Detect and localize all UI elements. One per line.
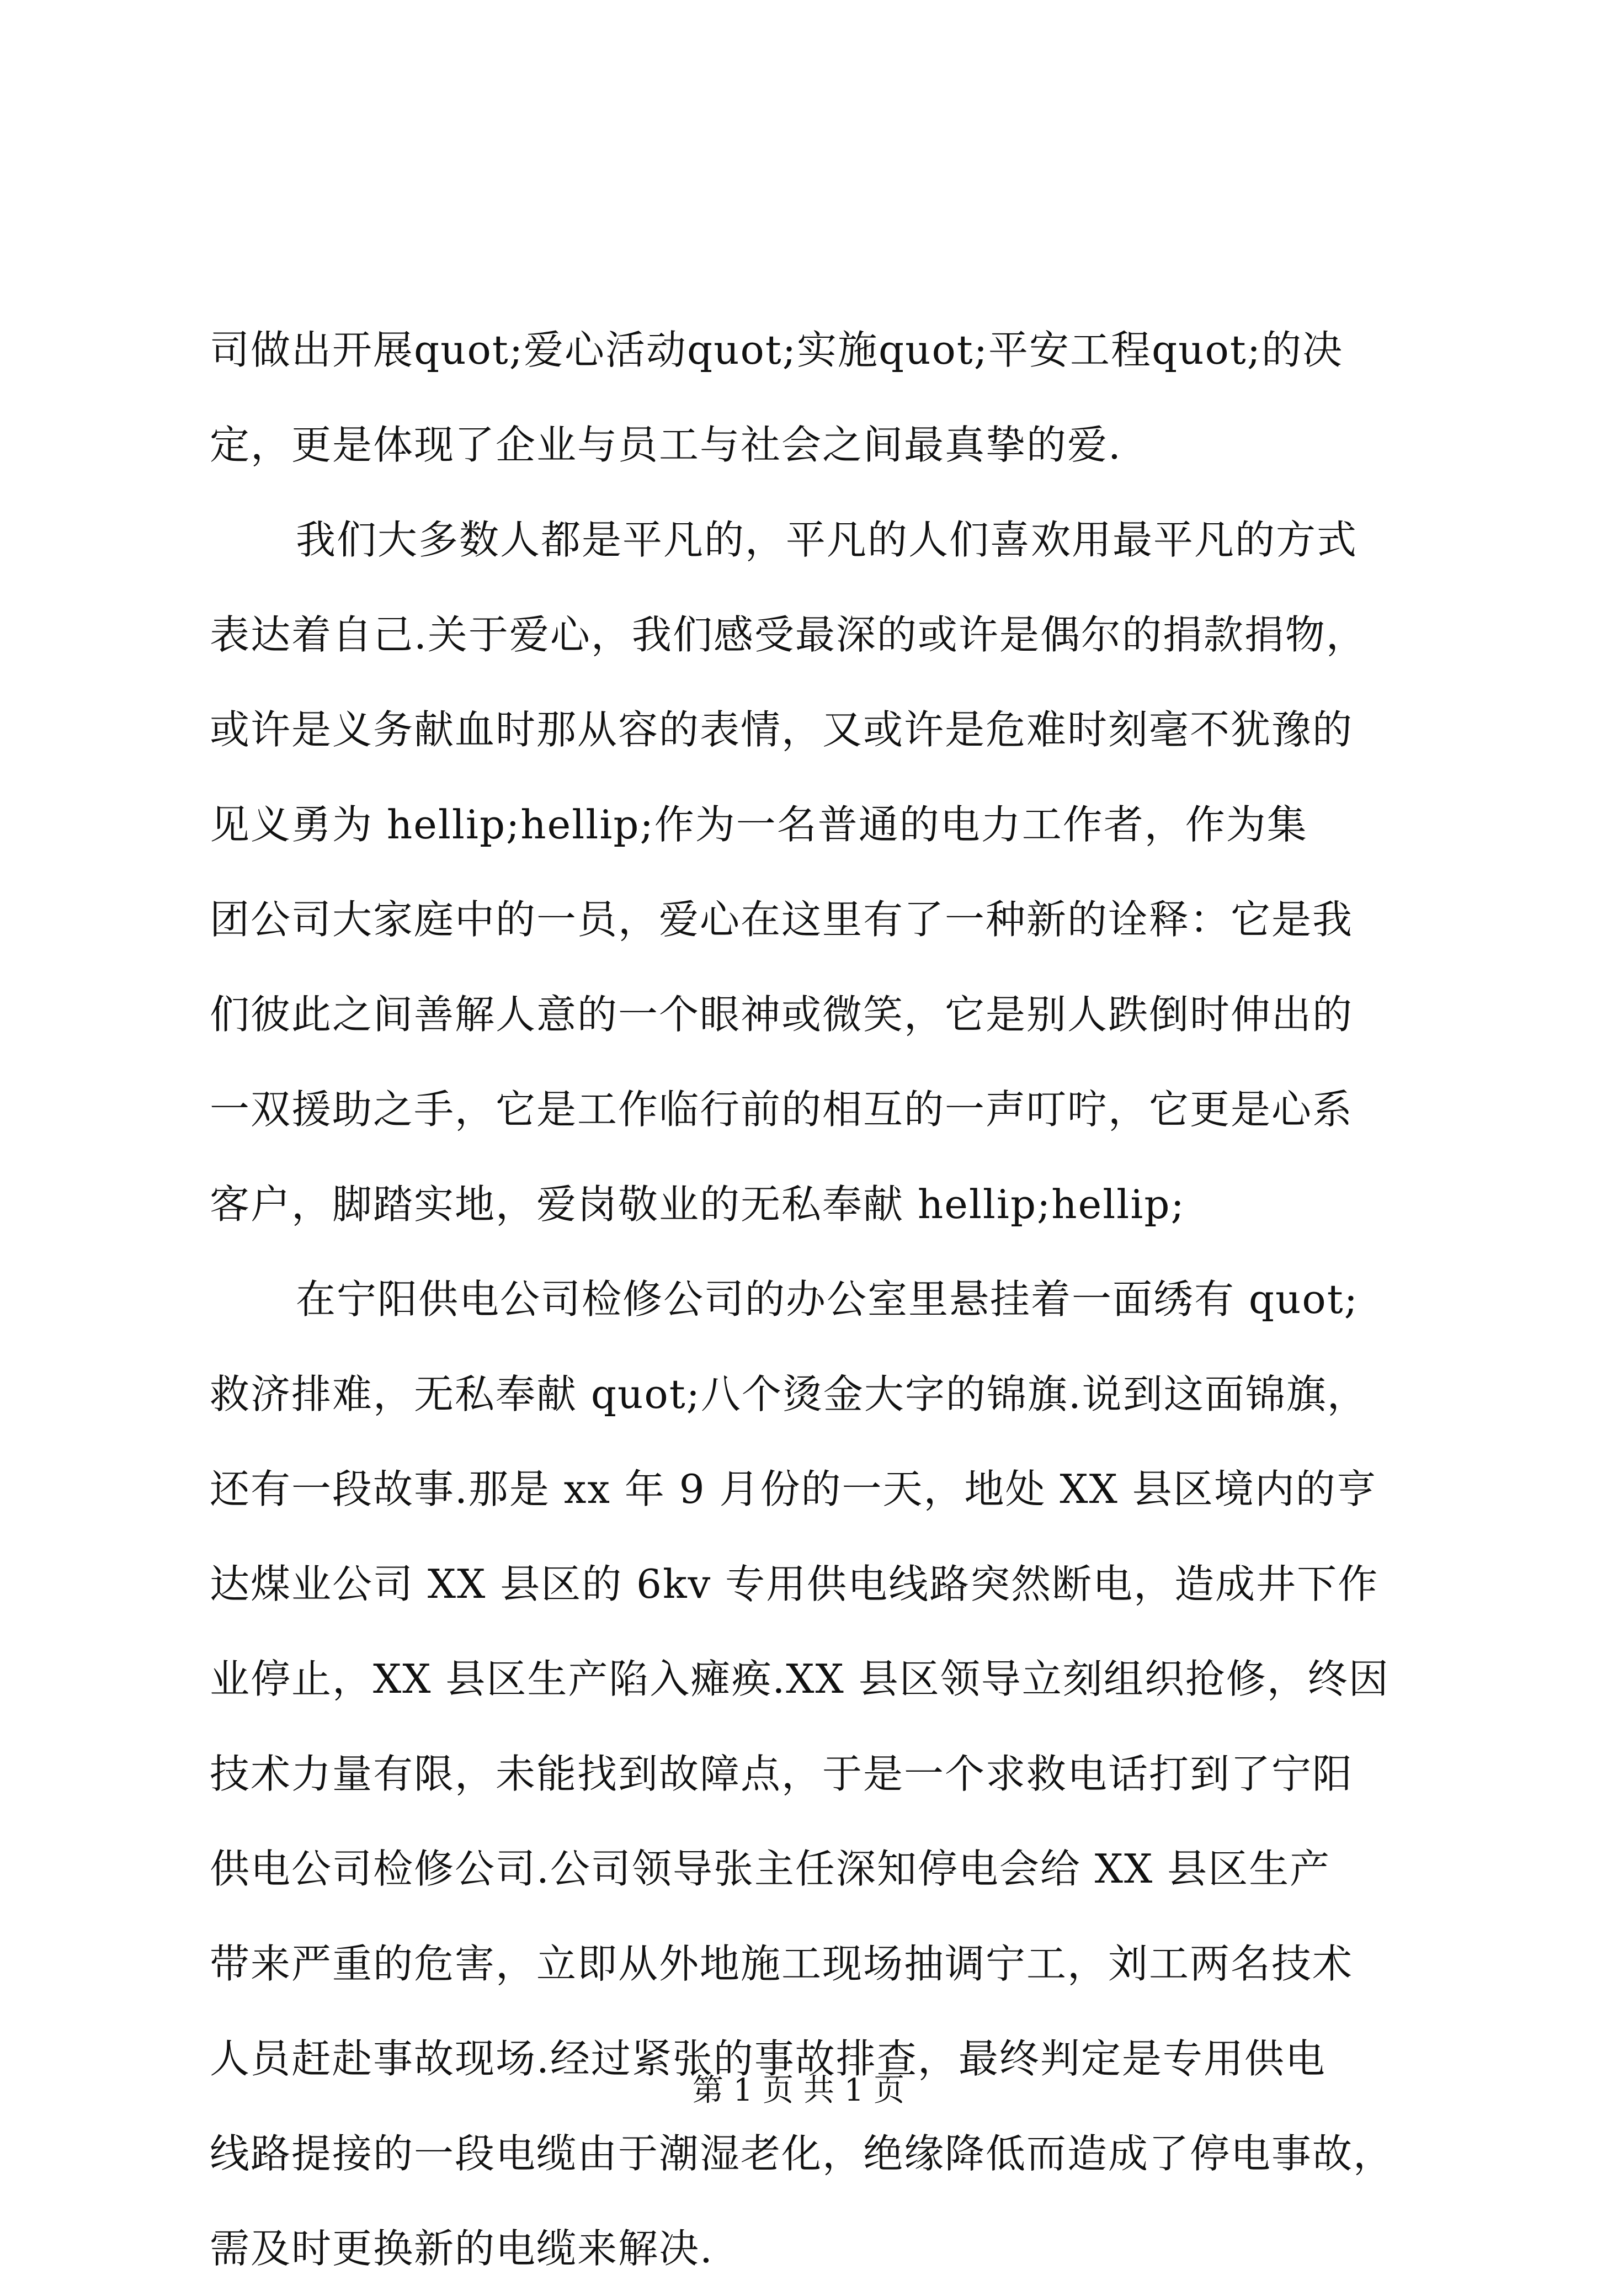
document-body — [210, 302, 1424, 2296]
body-line: 救济排难，无私奉献 quot;八个烫金大字的锦旗.说到这面锦旗， — [210, 1371, 1368, 1417]
body-line: 线路提接的一段电缆由于潮湿老化，绝缘降低而造成了停电事故， — [210, 2130, 1394, 2177]
body-line: 业停止，XX 县区生产陷入瘫痪.XX 县区领导立刻组织抢修，终因 — [210, 1656, 1390, 1702]
body-line: 或许是义务献血时那从容的表情，又或许是危难时刻毫不犹豫的 — [210, 706, 1354, 753]
body-line: 定，更是体现了企业与员工与社会之间最真挚的爱. — [210, 422, 1122, 468]
body-line: 达煤业公司 XX 县区的 6kv 专用供电线路突然断电，造成井下作 — [210, 1561, 1379, 1607]
body-line: 供电公司检修公司.公司领导张主任深知停电会给 XX 县区生产 — [210, 1846, 1331, 1892]
body-line: 还有一段故事.那是 xx 年 9 月份的一天，地处 XX 县区境内的亨 — [210, 1466, 1377, 1512]
page-number-footer: 第 1 页 共 1 页 — [692, 2072, 905, 2108]
body-line: 们彼此之间善解人意的一个眼神或微笑，它是别人跌倒时伸出的 — [210, 991, 1354, 1038]
body-line: 需及时更换新的电缆来解决. — [210, 2225, 714, 2272]
body-line: 司做出开展quot;爱心活动quot;实施quot;平安工程quot;的决 — [210, 327, 1344, 373]
body-line: 团公司大家庭中的一员，爱心在这里有了一种新的诠释：它是我 — [210, 896, 1354, 943]
paragraph-start-line: 在宁阳供电公司检修公司的办公室里悬挂着一面绣有 quot; — [296, 1276, 1359, 1322]
body-line: 一双援助之手，它是工作临行前的相互的一声叮咛，它更是心系 — [210, 1086, 1354, 1133]
paragraph-start-line: 我们大多数人都是平凡的，平凡的人们喜欢用最平凡的方式 — [296, 517, 1358, 563]
body-line: 表达着自己.关于爱心，我们感受最深的或许是偶尔的捐款捐物， — [210, 612, 1367, 658]
body-line: 客户，脚踏实地，爱岗敬业的无私奉献 hellip;hellip; — [210, 1181, 1185, 1227]
body-line: 技术力量有限，未能找到故障点，于是一个求救电话打到了宁阳 — [210, 1751, 1354, 1797]
body-line: 人员赶赴事故现场.经过紧张的事故排查，最终判定是专用供电 — [210, 2035, 1326, 2082]
body-line: 带来严重的危害，立即从外地施工现场抽调宁工，刘工两名技术 — [210, 1941, 1354, 1987]
body-line: 见义勇为 hellip;hellip;作为一名普通的电力工作者，作为集 — [210, 801, 1308, 848]
